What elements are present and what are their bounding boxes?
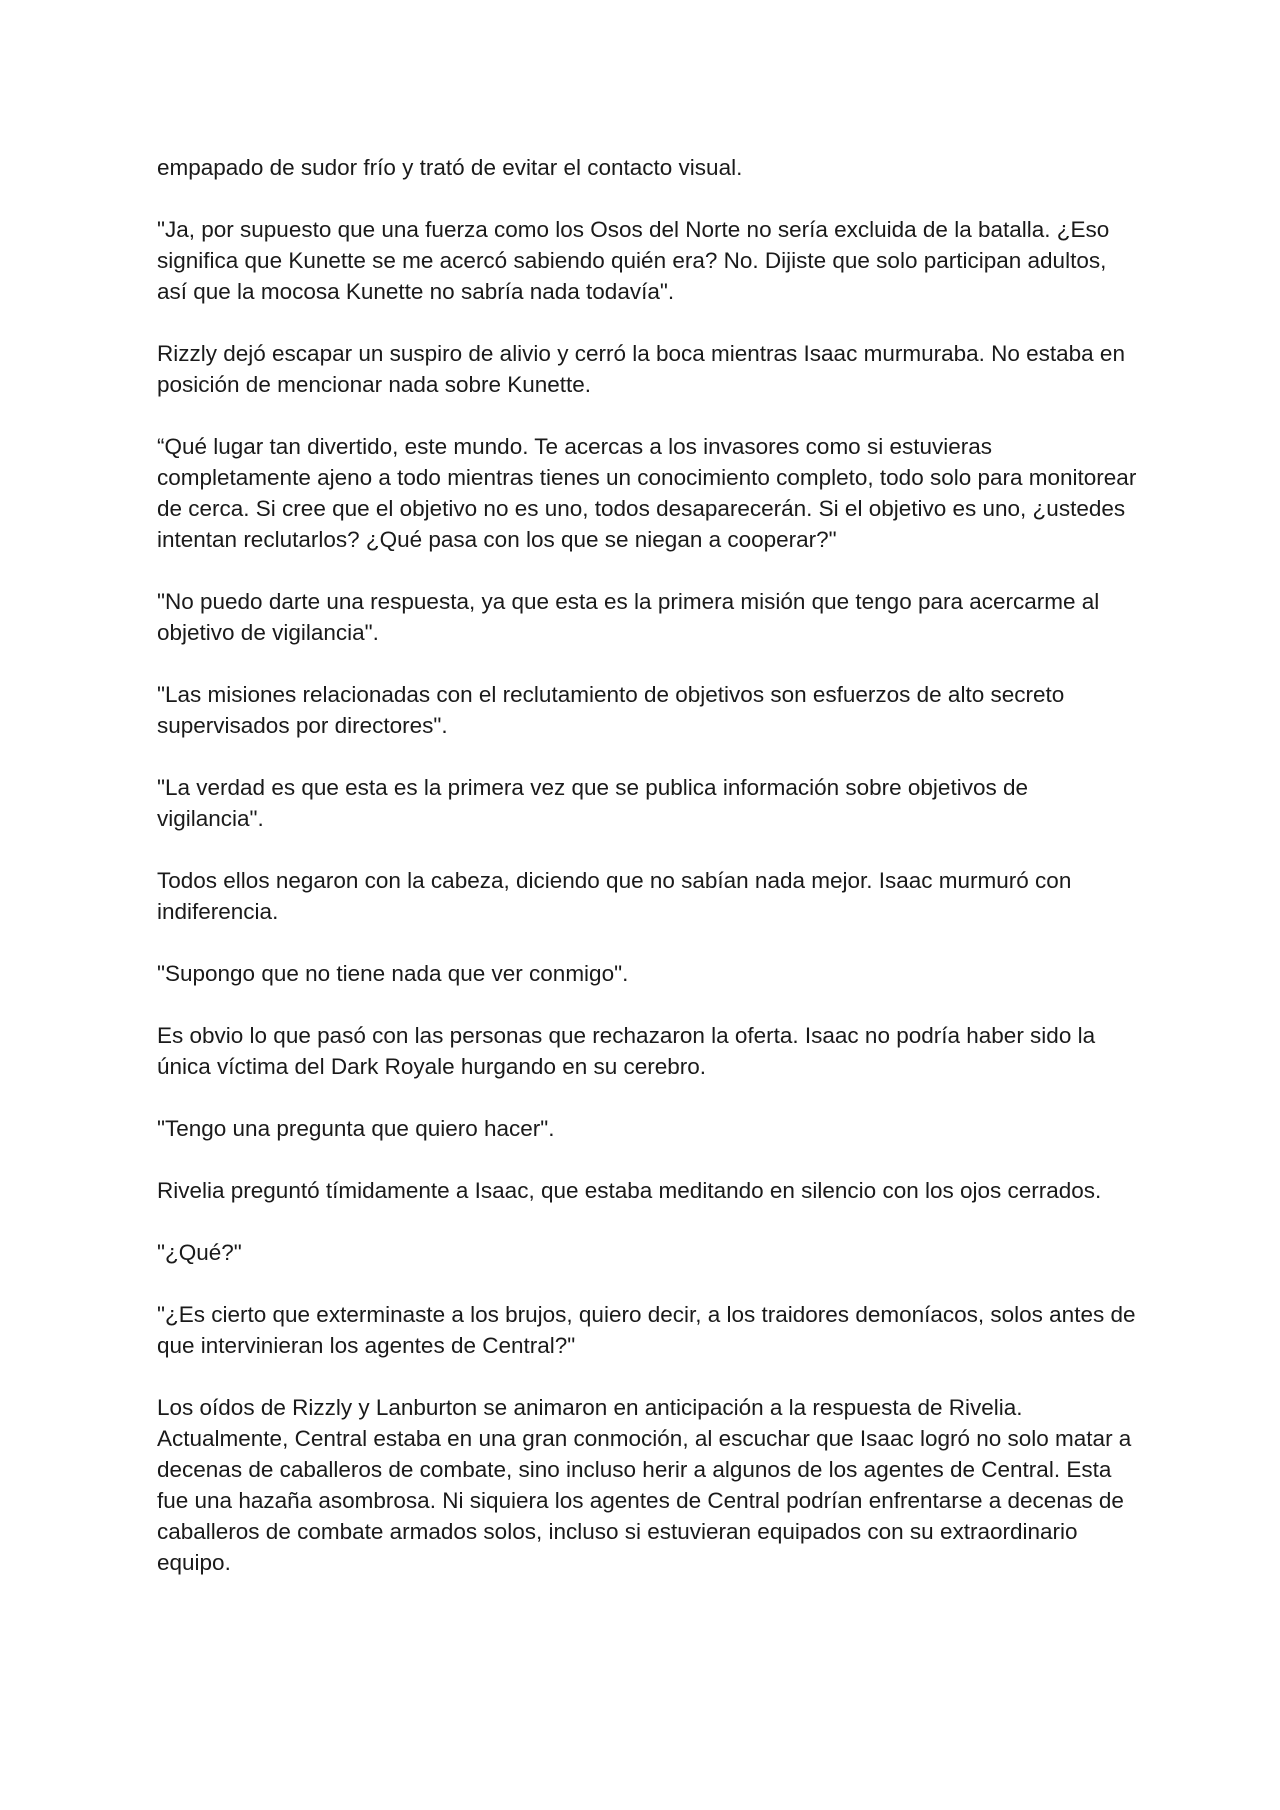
paragraph-8: Todos ellos negaron con la cabeza, diciendo que no sabían nada mejor. Isaac murmuró con indiferencia. <box>157 868 1072 924</box>
paragraph-1: empapado de sudor frío y trató de evitar el contacto visual. <box>157 155 743 180</box>
paragraph-11: "Tengo una pregunta que quiero hacer". <box>157 1116 555 1141</box>
paragraph-2: "Ja, por supuesto que una fuerza como los Osos del Norte no sería excluida de la batalla. ¿Eso significa que Kunette se me acercó sabiendo quién era? No. Dijiste que solo participan adultos, así que la mocosa Kunette no sabría nada todavía". <box>157 217 1110 304</box>
paragraph-9: "Supongo que no tiene nada que ver conmigo". <box>157 961 629 986</box>
paragraph-12: Rivelia preguntó tímidamente a Isaac, que estaba meditando en silencio con los ojos cerrados. <box>157 1178 1102 1203</box>
paragraph-13: "¿Qué?" <box>157 1240 242 1265</box>
document-body <box>157 152 1137 1609</box>
paragraph-14: "¿Es cierto que exterminaste a los brujos, quiero decir, a los traidores demoníacos, solos antes de que intervinieran los agentes de Central?" <box>157 1302 1136 1358</box>
paragraph-3: Rizzly dejó escapar un suspiro de alivio y cerró la boca mientras Isaac murmuraba. No estaba en posición de mencionar nada sobre Kunette. <box>157 341 1125 397</box>
paragraph-4: “Qué lugar tan divertido, este mundo. Te acercas a los invasores como si estuvieras completamente ajeno a todo mientras tienes un conocimiento completo, todo solo para monitorear de cerca. Si cree que el objetivo no es uno, todos desaparecerán. Si el objetivo es uno, ¿ustedes intentan reclutarlos? ¿Qué pasa con los que se niegan a cooperar?" <box>157 434 1137 552</box>
paragraph-6: "Las misiones relacionadas con el reclutamiento de objetivos son esfuerzos de alto secreto supervisados por directores". <box>157 682 1065 738</box>
paragraph-10: Es obvio lo que pasó con las personas que rechazaron la oferta. Isaac no podría haber sido la única víctima del Dark Royale hurgando en su cerebro. <box>157 1023 1096 1079</box>
paragraph-15: Los oídos de Rizzly y Lanburton se animaron en anticipación a la respuesta de Rivelia. Actualmente, Central estaba en una gran conmoción, al escuchar que Isaac logró no solo matar a decenas de caballeros de combate, sino incluso herir a algunos de los agentes de Central. Esta fue una hazaña asombrosa. Ni siquiera los agentes de Central podrían enfrentarse a decenas de caballeros de combate armados solos, incluso si estuvieran equipados con su extraordinario equipo. <box>157 1395 1132 1575</box>
paragraph-7: "La verdad es que esta es la primera vez que se publica información sobre objetivos de vigilancia". <box>157 775 1028 831</box>
paragraph-5: "No puedo darte una respuesta, ya que esta es la primera misión que tengo para acercarme al objetivo de vigilancia". <box>157 589 1100 645</box>
